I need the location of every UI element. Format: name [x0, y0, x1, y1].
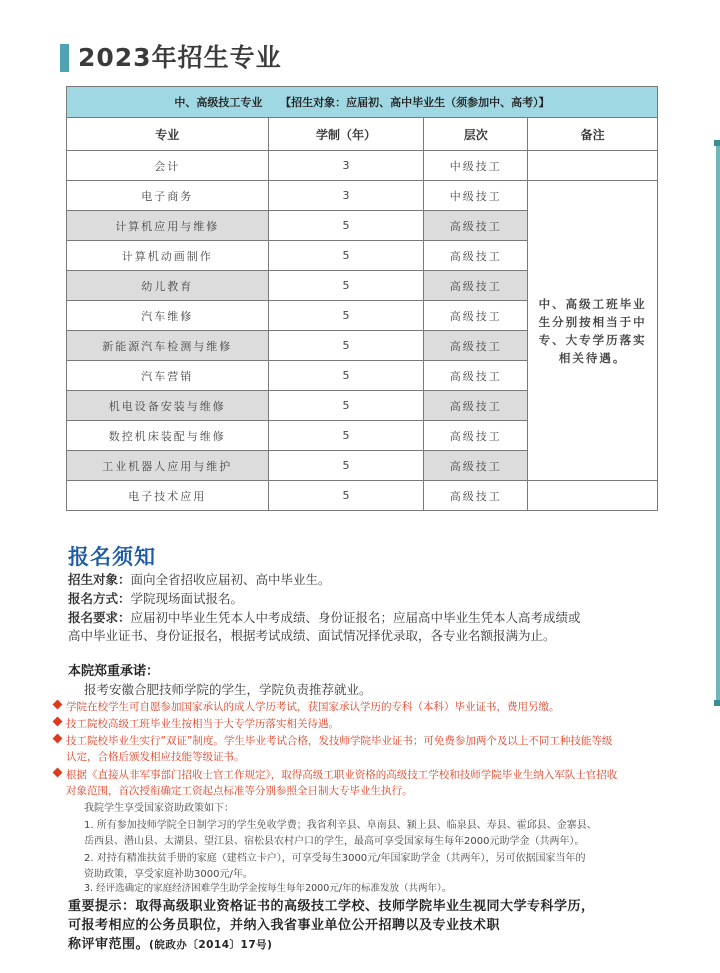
col-header-level: 层次 [424, 118, 528, 151]
level-cell: 高级技工 [424, 301, 528, 331]
level-cell: 高级技工 [424, 331, 528, 361]
level-cell: 高级技工 [424, 271, 528, 301]
col-header-years: 学制（年） [268, 118, 424, 151]
note-blank-cell [528, 151, 658, 181]
level-cell: 高级技工 [424, 451, 528, 481]
bullet-text: 技工院校毕业生实行“双证”制度。学生毕业考试合格，发技师学院毕业证书；可免费参加两个及以上不同工种技能等级 [66, 735, 613, 747]
level-cell: 高级技工 [424, 421, 528, 451]
years-cell: 3 [268, 151, 424, 181]
bullet-text-cont: 认定，合格后颁发相应技能等级证书。 [66, 751, 245, 763]
diamond-bullet-icon [53, 768, 63, 778]
registration-requirements [68, 608, 668, 627]
col-header-note: 备注 [528, 118, 658, 151]
table-row [67, 481, 658, 511]
right-edge-mark [714, 140, 720, 146]
major-cell: 新能源汽车检测与维修 [67, 331, 269, 361]
registration-heading: 报名须知 [68, 545, 156, 569]
policy-item-3: 3. 经评选确定的家庭经济困难学生助学金按每生每年2000元/年的标准发放（共两年）。 [84, 883, 452, 894]
remarks-cell: 中、高级工班毕业生分别按相当于中专、大专学历落实相关待遇。 [528, 181, 658, 481]
important-text-3: 称评审范围。 [68, 937, 150, 952]
important-text-1: 取得高级职业资格证书的高级技工学校、技师学院毕业生视同大学专科学历， [135, 899, 595, 914]
requirements-label: 报名要求： [68, 610, 131, 625]
registration-target [68, 570, 668, 589]
bullet-item [54, 733, 674, 765]
promise-heading: 本院郑重承诺： [68, 664, 160, 679]
bullet-text: 学院在校学生可自愿参加国家承认的成人学历考试，获国家承认学历的专科（本科）毕业证书，费用另缴。 [66, 701, 560, 713]
level-cell: 高级技工 [424, 211, 528, 241]
majors-table [66, 86, 658, 511]
table-title-row [67, 87, 658, 118]
right-edge-mark [714, 700, 720, 706]
table-target-note: 【招生对象：应届初、高中毕业生（须参加中、高考）】 [280, 96, 550, 109]
level-cell: 高级技工 [424, 481, 528, 511]
bullet-item [54, 699, 674, 715]
table-title: 中、高级技工专业 [174, 96, 263, 109]
major-cell: 电子商务 [67, 181, 269, 211]
table-row [67, 181, 658, 211]
policy-item-1: 1. 所有参加技师学院全日制学习的学生免收学费；我省利辛县、阜南县、颍上县、临泉县、寿县、霍邱县、金寨县、 [84, 820, 597, 831]
policy-item-2-cont: 资助政策，享受家庭补助3000元/年。 [84, 869, 253, 880]
years-cell: 5 [268, 451, 424, 481]
note-blank-cell [528, 481, 658, 511]
years-cell: 5 [268, 301, 424, 331]
important-notice [68, 897, 664, 955]
major-cell: 电子技术应用 [67, 481, 269, 511]
important-line-3 [68, 935, 664, 955]
years-cell: 5 [268, 481, 424, 511]
major-cell: 汽车维修 [67, 301, 269, 331]
policy-item-2: 2. 对持有精准扶贫手册的家庭（建档立卡户），可享受每生3000元/年国家助学金（共两年），另可依据国家当年的 [84, 853, 586, 864]
major-cell: 计算机应用与维修 [67, 211, 269, 241]
years-cell: 5 [268, 331, 424, 361]
major-cell: 计算机动画制作 [67, 241, 269, 271]
table-title-cell [67, 87, 658, 118]
important-label: 重要提示： [68, 899, 136, 914]
level-cell: 中级技工 [424, 181, 528, 211]
right-edge-stripe [716, 140, 720, 700]
major-cell: 工业机器人应用与维护 [67, 451, 269, 481]
years-cell: 5 [268, 361, 424, 391]
requirements-text-2: 高中毕业证书、身份证报名，根据考试成绩、面试情况择优录取，各专业名额报满为止。 [68, 628, 556, 643]
method-text: 学院现场面试报名。 [130, 591, 244, 606]
table-row [67, 151, 658, 181]
diamond-bullet-icon [53, 700, 63, 710]
years-cell: 5 [268, 391, 424, 421]
important-reference: (皖政办〔2014〕17号) [149, 939, 273, 951]
requirements-text-1: 应届初中毕业生凭本人中考成绩、身份证报名；应届高中毕业生凭本人高考成绩或 [130, 610, 581, 625]
level-cell: 中级技工 [424, 151, 528, 181]
policy-item-1-cont: 岳西县、潜山县、太湖县、望江县、宿松县农村户口的学生，最高可享受国家每生每年2000元助学金（共两年）。 [84, 836, 585, 847]
bullet-item [54, 716, 674, 732]
policy-intro: 我院学生享受国家资助政策如下： [84, 803, 234, 814]
table-header-row [67, 118, 658, 151]
major-cell: 汽车营销 [67, 361, 269, 391]
level-cell: 高级技工 [424, 391, 528, 421]
major-cell: 数控机床装配与维修 [67, 421, 269, 451]
important-line-2: 可报考相应的公务员职位，并纳入我省事业单位公开招聘以及专业技术职 [68, 918, 501, 933]
registration-requirements-cont [68, 626, 668, 645]
level-cell: 高级技工 [424, 361, 528, 391]
level-cell: 高级技工 [424, 241, 528, 271]
years-cell: 5 [268, 271, 424, 301]
col-header-major: 专业 [67, 118, 269, 151]
bullet-text: 技工院校高级工班毕业生按相当于大专学历落实相关待遇。 [66, 718, 339, 730]
target-text: 面向全省招收应届初、高中毕业生。 [130, 572, 331, 587]
page-title: 2023年招生专业 [78, 43, 282, 72]
title-accent-bar [60, 44, 69, 72]
bullet-text-cont: 对象范围，首次授衔确定工资起点标准等分别参照全日制大专毕业生执行。 [66, 785, 413, 797]
method-label: 报名方式： [68, 591, 131, 606]
major-cell: 幼儿教育 [67, 271, 269, 301]
important-line-1 [68, 897, 664, 916]
target-label: 招生对象： [68, 572, 131, 587]
bullet-item [54, 767, 674, 799]
promise-text: 报考安徽合肥技师学院的学生，学院负责推荐就业。 [84, 682, 372, 697]
registration-method [68, 589, 668, 608]
years-cell: 5 [268, 241, 424, 271]
major-cell: 机电设备安装与维修 [67, 391, 269, 421]
years-cell: 5 [268, 211, 424, 241]
years-cell: 5 [268, 421, 424, 451]
years-cell: 3 [268, 181, 424, 211]
diamond-bullet-icon [53, 717, 63, 727]
bullet-text: 根据《直接从非军事部门招收士官工作规定》，取得高级工职业资格的高级技工学校和技师学院毕业生纳入军队士官招收 [66, 769, 618, 781]
major-cell: 会计 [67, 151, 269, 181]
diamond-bullet-icon [53, 734, 63, 744]
